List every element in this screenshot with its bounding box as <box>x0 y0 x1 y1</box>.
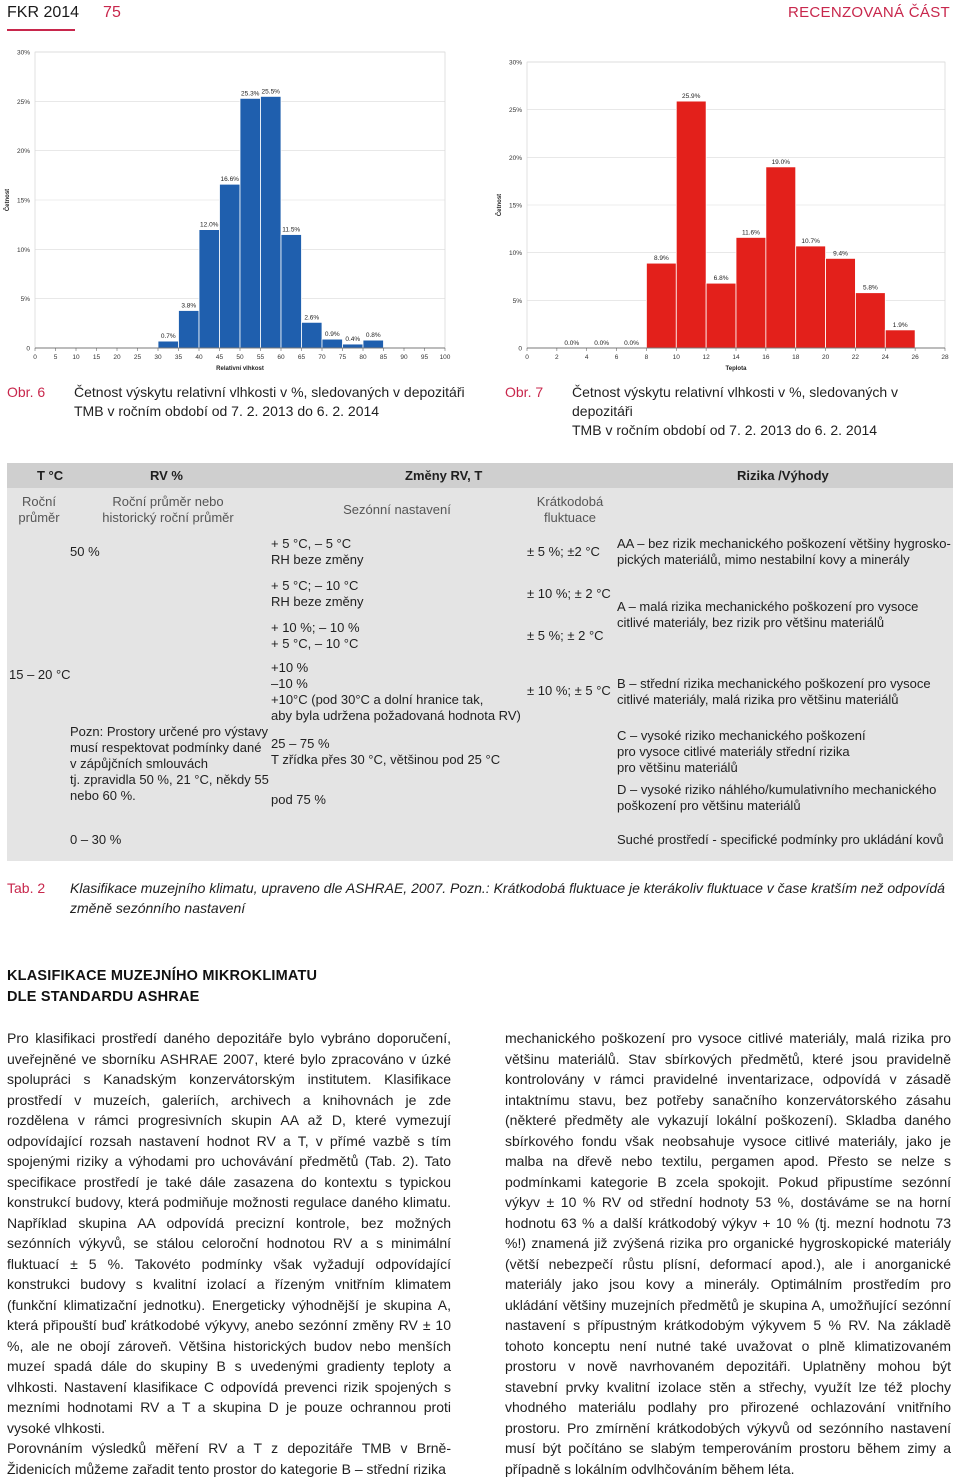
histogram-bar <box>736 237 766 348</box>
histogram-bar <box>240 98 261 348</box>
seasonal-a1: + 5 °C; – 10 °C RH beze změny <box>271 578 364 609</box>
y-axis-title: Četnost <box>497 193 503 217</box>
figure-caption-6 <box>7 383 467 423</box>
bar-value-label: 0.7% <box>160 333 176 341</box>
x-tick-label: 8 <box>644 354 649 361</box>
histogram-humidity <box>0 40 470 380</box>
bar-value-label: 9.4% <box>833 250 848 258</box>
fluct-b: ± 10 %; ± 5 °C <box>527 683 611 698</box>
fluct-aa: ± 5 %; ±2 °C <box>527 544 600 559</box>
x-tick-label: 20 <box>821 354 830 361</box>
subheader-annual-mean: Roční průměr <box>18 494 60 525</box>
subheader-annual-historic: Roční průměr nebo historický roční průměr <box>102 494 234 525</box>
chart-svg <box>490 40 960 380</box>
figure-number: Obr. 6 <box>7 384 46 400</box>
x-tick-label: 2 <box>555 354 559 361</box>
rh-note: Pozn: Prostory určené pro výstavy musí respektovat podmínky dané v zápůjčních smlouvách tj. zpravidla 50 %, 21 °C, někdy 55 nebo 60 %. <box>70 724 269 803</box>
figure-number: Obr. 7 <box>505 384 544 400</box>
x-tick-label: 22 <box>851 354 860 361</box>
header-rule <box>7 29 75 31</box>
header-risks: Rizika /Výhody <box>737 468 829 483</box>
bar-value-label: 0.0% <box>594 340 610 347</box>
x-tick-label: 30 <box>154 354 162 361</box>
y-tick-label: 15% <box>16 197 30 205</box>
bar-value-label: 19.0% <box>771 158 791 166</box>
paragraph: Pro klasifikaci prostředí daného depozitáře bylo vybráno doporučení, uveřejněné ve sborníku ASHRAE 2007, které bylo zpracováno v úzké spolupráci s Kanadským konzervátorským institutem. Klasifikace prostředí v muzeích, galeriích, archivech a knihovnách je zde rozdělena v rámci progresivních skupin AA až D, které vymezují odpovídající rozsah nastavení hodnot RV a T, v přímé vazbě s tím spojenými riziky a výhodami pro uchovávání předmětů (Tab. 2). Tato specifikace prostředí je také dále zasazena do kontextu s typickou konstrukcí budovy, která podmiňuje možnosti regulace daného klimatu. Například skupina AA odpovídá precizní kontrole, bez možných sezónních výkyvů, se stálou celoroční hodnotou RV a s minimální fluktuací ± 5 %. Takovéto podmínky však vyžadují odpovídající konstrukci budovy s kvalitní izolací a řízeným vnitřním klimatem (funkční klimatizační jednotku). Energeticky výhodnější je skupina A, která připouští buď krátkodobé výkyvy, anebo sezónní změny RV ± 10 %, ale ne obojí zároveň. Většina historických budov nebo menších muzeí spadá dále do skupiny B s uvedenými gradienty teploty a vlhkosti. Nastavení klasifikace C odpovídá prevenci rizik spojených s mezními hodnotami RV a T a skupina D je pouze ochrannou proti vysoké vlhkosti. <box>7 1030 451 1436</box>
x-tick-label: 4 <box>584 354 589 361</box>
table-caption-text: Klasifikace muzejního klimatu, upraveno dle ASHRAE, 2007. Pozn.: Krátkodobá fluktuace je kterákoliv fluktuace v čase kratším než odpovídá změně sezónního nastavení <box>70 880 945 916</box>
bar-value-label: 8.9% <box>653 255 669 263</box>
y-tick-label: 30% <box>16 49 30 57</box>
histogram-bar <box>885 330 915 348</box>
section-label: RECENZOVANÁ ČÁST <box>787 4 950 21</box>
x-tick-label: 85 <box>379 354 388 361</box>
risk-b: B – střední rizika mechanického poškození pro vysoce citlivé materiály, malá rizika pro většinu materiálů <box>617 676 931 707</box>
histogram-bar <box>363 340 384 348</box>
seasonal-d: pod 75 % <box>271 792 326 807</box>
y-tick-label: 30% <box>508 59 522 67</box>
histogram-bar <box>158 341 179 348</box>
header-temperature: T °C <box>37 468 64 483</box>
seasonal-a2: + 10 %; – 10 % + 5 °C, – 10 °C <box>271 620 360 651</box>
bar-value-label: 5.8% <box>862 284 878 292</box>
bar-value-label: 0.0% <box>624 340 639 347</box>
x-tick-label: 95 <box>420 354 429 361</box>
header-changes: Změny RV, T <box>405 468 483 483</box>
body-column-right <box>505 1028 951 1479</box>
running-header <box>7 4 121 22</box>
x-tick-label: 0 <box>33 354 37 361</box>
y-axis-title: Četnost <box>5 188 11 212</box>
y-tick-label: 10% <box>16 246 30 254</box>
bar-value-label: 11.5% <box>282 226 301 234</box>
table-number: Tab. 2 <box>7 880 46 896</box>
x-tick-label: 100 <box>439 354 451 361</box>
risk-dry: Suché prostředí - specifické podmínky pro ukládání kovů <box>617 832 944 847</box>
x-tick-label: 0 <box>525 354 529 361</box>
bar-value-label: 25.5% <box>261 88 280 96</box>
seasonal-b: +10 % –10 % +10°C (pod 30°C a dolní hranice tak, aby byla udržena požadovaná hodnota RV) <box>271 660 521 723</box>
y-tick-label: 20% <box>508 154 522 162</box>
risk-aa: AA – bez rizik mechanického poškození většiny hygrosko- pických materiálů, mimo nestabilní kovy a minerály <box>617 536 951 567</box>
x-tick-label: 15 <box>92 354 101 361</box>
temperature-range: 15 – 20 °C <box>9 667 71 682</box>
histogram-bar <box>179 311 200 348</box>
risk-a: A – malá rizika mechanického poškození pro vysoce citlivé materiály, bez rizik pro většinu materiálů <box>617 599 919 630</box>
bar-value-label: 0.4% <box>345 336 361 344</box>
x-tick-label: 25 <box>133 354 142 361</box>
bar-value-label: 0.9% <box>324 331 340 339</box>
x-tick-label: 75 <box>338 354 347 361</box>
bar-value-label: 0.0% <box>564 340 580 347</box>
fluct-a1: ± 10 %; ± 2 °C <box>527 586 611 601</box>
x-tick-label: 80 <box>359 354 367 361</box>
y-tick-label: 25% <box>508 107 522 115</box>
bar-value-label: 6.8% <box>713 275 729 283</box>
bar-value-label: 1.9% <box>892 321 908 329</box>
y-tick-label: 15% <box>508 202 522 210</box>
figure-caption-7 <box>505 383 955 438</box>
x-tick-label: 12 <box>702 354 710 361</box>
x-tick-label: 26 <box>911 354 919 361</box>
bar-value-label: 3.8% <box>181 302 197 310</box>
y-tick-label: 0 <box>518 345 522 353</box>
x-tick-label: 90 <box>400 354 408 361</box>
y-tick-label: 20% <box>16 148 30 156</box>
bar-value-label: 10.7% <box>801 237 820 245</box>
risk-d: D – vysoké riziko náhlého/kumulativního mechanického poškození pro většinu materiálů <box>617 782 937 813</box>
x-axis-title: Relativní vlhkost <box>216 366 264 372</box>
paragraph: mechanického poškození pro vysoce citlivé materiály, malá rizika pro většinu materiálů. Stav sbírkových předmětů, které jsou pravidelně kontrolovány v rámci pravidelné inventarizace, odpovídá v zásadě intaktnímu stavu, bez potřeby sanačního konzervátorského zásahu (některé předměty ale vykazují lokální poškození). Skladba daného sbírkového fondu však neobsahuje vysoce citlivé materiály, jako je malba na dřevě nebo textilu, pergamen apod. Přesto se nelze s podmínkami kategorie B zcela spokojit. Pokud připustíme sezónní výkyv ± 10 % RV od střední hodnoty 53 %, dostáváme se na horní hodnotu 63 % a další krátkodobý výkyv + 10 % (tj. mezní hodnotu 73 %!) znamená již zvýšená rizika pro organické hygroskopické materiály (větší nebezpečí růstu plísní, deformací apod.), ale i anorganické materiály jako jsou kovy a minerály. Optimálním prostředím pro ukládání většiny muzejních předmětů je skupina A, umožňující sezónní nastavení s přípustným krátkodobým výkyvem 5 % RV. Na základě tohoto konceptu není nutné také uvažovat o plně klimatizovaném prostoru v nově navrhovaném depozitáři. Uplatněny mohou být stavební prvky kvalitní izolace stěn a střechy, využít lze též plochy vhodného materiálu podlahy pro přirozené ochlazování vnitřního prostoru. Pro zmírnění krátkodobých výkyvů od sezónního nastavení musí být počítáno se slabým temperováním prostoru během zimy a případně s lokálním odvlhčováním během léta. <box>505 1030 951 1477</box>
histogram-bar <box>796 246 826 348</box>
histogram-bar <box>281 235 302 348</box>
histogram-bar <box>302 322 323 348</box>
x-tick-label: 35 <box>174 354 183 361</box>
y-tick-label: 5% <box>512 297 522 305</box>
table-caption <box>0 878 960 922</box>
histogram-bar <box>855 293 885 348</box>
histogram-bar <box>676 101 706 348</box>
histogram-bar <box>261 96 282 348</box>
x-tick-label: 14 <box>732 354 740 361</box>
x-tick-label: 10 <box>72 354 80 361</box>
histogram-bar <box>343 344 364 348</box>
bar-value-label: 25.9% <box>681 93 701 101</box>
seasonal-c: 25 – 75 % T zřídka přes 30 °C, většinou pod 25 °C <box>271 736 501 767</box>
x-tick-label: 20 <box>113 354 121 361</box>
x-tick-label: 24 <box>881 354 889 361</box>
x-tick-label: 6 <box>614 354 619 361</box>
histogram-bar <box>766 167 796 348</box>
histogram-bar <box>199 230 220 348</box>
figure-caption-text: Četnost výskytu relativní vlhkosti v %, sledovaných v depozitáři TMB v ročním období od 7. 2. 2013 do 6. 2. 2014 <box>572 384 899 438</box>
paragraph: Porovnáním výsledků měření RV a T z depozitáře TMB v Brně-Židenicích můžeme zařadit tento prostor do kategorie B – střední rizika <box>7 1440 451 1477</box>
body-column-left <box>7 1028 451 1479</box>
y-tick-label: 5% <box>20 296 30 304</box>
histogram-bar <box>826 258 856 348</box>
y-tick-label: 0 <box>26 345 30 353</box>
table-header-row <box>7 463 953 488</box>
bar-value-label: 16.6% <box>220 176 239 184</box>
risk-c: C – vysoké riziko mechanického poškození pro vysoce citlivé materiály střední rizika pro většinu materiálů <box>617 728 866 775</box>
x-tick-label: 65 <box>297 354 306 361</box>
header-rh: RV % <box>150 468 183 483</box>
bar-value-label: 0.8% <box>365 332 381 340</box>
bar-value-label: 12.0% <box>200 221 219 229</box>
histogram-bar <box>322 339 343 348</box>
y-tick-label: 10% <box>508 250 522 258</box>
chart-svg <box>0 40 470 380</box>
subheader-short-term: Krátkodobá fluktuace <box>536 494 604 525</box>
x-tick-label: 40 <box>195 354 203 361</box>
x-axis-title: Teplota <box>725 366 747 372</box>
bar-value-label: 25.3% <box>241 90 260 98</box>
x-tick-label: 45 <box>215 354 224 361</box>
x-tick-label: 60 <box>277 354 285 361</box>
figure-caption-text: Četnost výskytu relativní vlhkosti v %, sledovaných v depozitáři TMB v ročním období od 7. 2. 2013 do 6. 2. 2014 <box>74 384 465 419</box>
x-tick-label: 10 <box>672 354 680 361</box>
x-tick-label: 70 <box>318 354 326 361</box>
histogram-bar <box>646 263 676 348</box>
x-tick-label: 5 <box>53 354 58 361</box>
bar-value-label: 2.6% <box>304 314 320 322</box>
x-tick-label: 16 <box>762 354 770 361</box>
rh-0-30: 0 – 30 % <box>70 832 122 847</box>
x-tick-label: 18 <box>792 354 800 361</box>
page-number: 75 <box>103 4 121 21</box>
bar-value-label: 11.6% <box>741 229 760 237</box>
rh-50: 50 % <box>70 544 100 559</box>
x-tick-label: 50 <box>236 354 244 361</box>
journal-name: FKR 2014 <box>7 4 80 21</box>
y-tick-label: 25% <box>16 98 30 106</box>
seasonal-aa: + 5 °C, – 5 °C RH beze změny <box>271 536 364 567</box>
x-tick-label: 55 <box>256 354 265 361</box>
histogram-temperature <box>490 40 960 380</box>
climate-classification-table <box>7 463 953 861</box>
section-heading: KLASIFIKACE MUZEJNÍHO MIKROKLIMATU DLE STANDARDU ASHRAE <box>7 968 318 1005</box>
histogram-bar <box>706 283 736 348</box>
subheader-seasonal: Sezónní nastavení <box>343 502 451 517</box>
fluct-a2: ± 5 %; ± 2 °C <box>527 628 604 643</box>
histogram-bar <box>220 184 241 348</box>
x-tick-label: 28 <box>941 354 949 361</box>
